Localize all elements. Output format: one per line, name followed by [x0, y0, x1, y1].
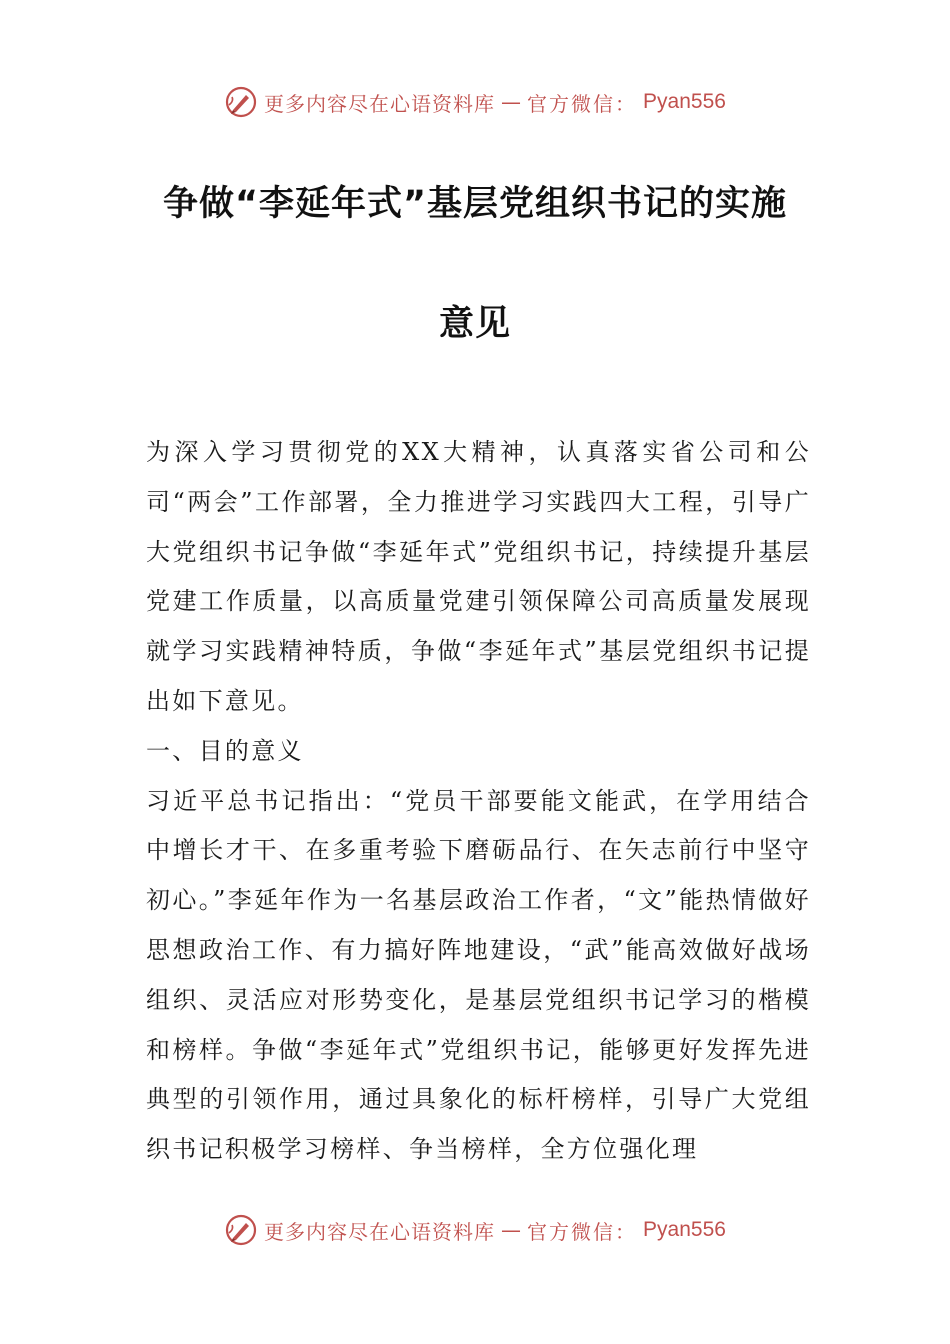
watermark-separator: —: [501, 1218, 522, 1242]
watermark-wechat-label: 官方微信：: [527, 91, 638, 116]
watermark-text: 更多内容尽在心语资料库: [264, 91, 496, 116]
watermark-wechat-id: Pyan556: [643, 90, 726, 113]
footer-watermark: [0, 1210, 950, 1250]
body-paragraph: 习近平总书记指出：“党员干部要能文能武，在学用结合中增长才干、在多重考验下磨砺品行、在矢志前行中坚守初心。”李延年作为一名基层政治工作者，“文”能热情做好思想政治工作、有力搞好阵地建设，“武”能高效做好战场组织、灵活应对形势变化，是基层党组织书记学习的楷模和榜样。争做“李延年式”党组织书记，能够更好发挥先进典型的引领作用，通过具象化的标杆榜样，引导广大党组织书记积极学习榜样、争当榜样，全方位强化理: [146, 786, 811, 1164]
pen-logo-icon: [224, 85, 258, 119]
section-heading: 一、目的意义: [146, 736, 304, 765]
intro-paragraph: 为深入学习贯彻党的XX大精神，认真落实省公司和公司“两会”工作部署，全力推进学习实践四大工程，引导广大党组织书记争做“李延年式”党组织书记，持续提升基层党建工作质量，以高质量党建引领保障公司高质量发展现就学习实践精神特质，争做“李延年式”基层党组织书记提出如下意见。: [146, 438, 811, 715]
watermark-wechat-label: 官方微信：: [527, 1219, 638, 1244]
document-title-continued: 意见: [438, 304, 511, 344]
watermark-text: 更多内容尽在心语资料库: [264, 1219, 496, 1244]
document-title: 争做“李延年式”基层党组织书记的实施: [162, 184, 787, 224]
pen-logo-icon: [224, 1213, 258, 1247]
document-body: [146, 428, 811, 1175]
watermark-separator: —: [501, 90, 522, 114]
watermark-wechat-id: Pyan556: [643, 1218, 726, 1241]
header-watermark: [0, 82, 950, 122]
